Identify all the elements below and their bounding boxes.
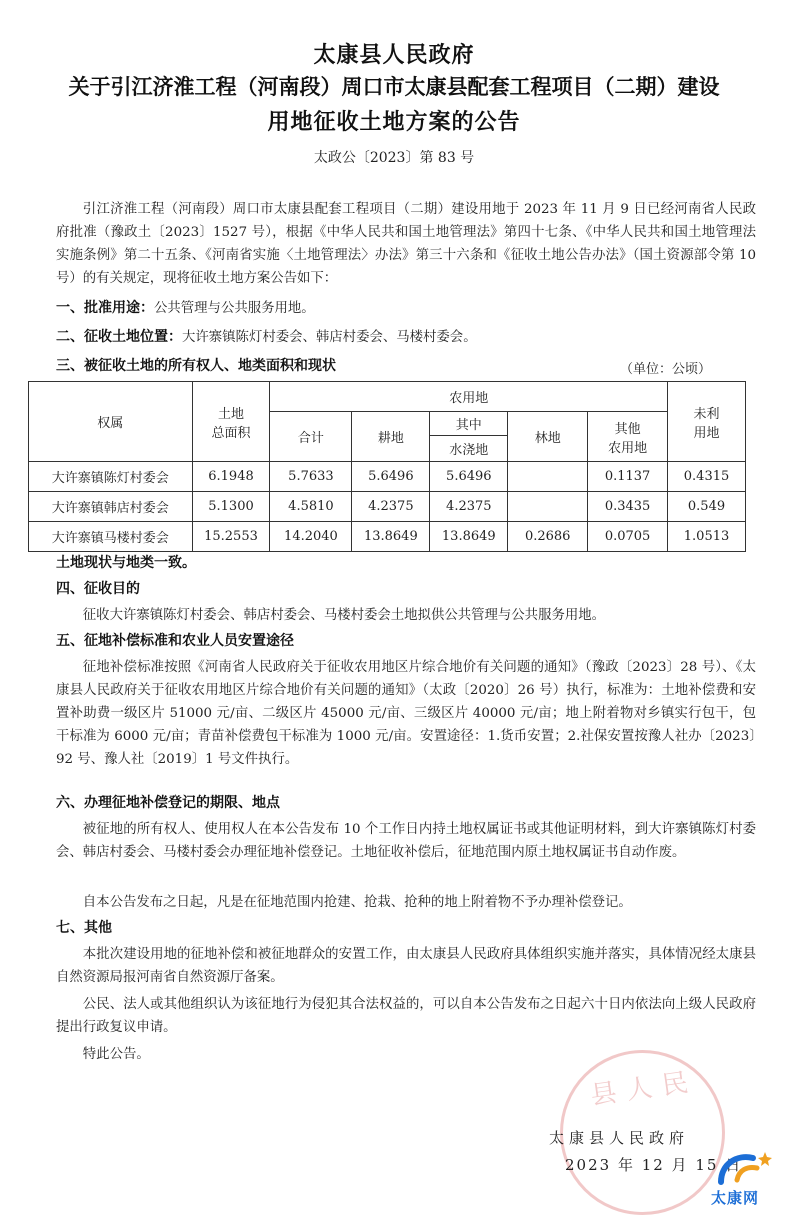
header-owner: 权属 — [29, 382, 193, 462]
closing-text: 特此公告。 — [82, 1047, 150, 1062]
land-table — [28, 381, 746, 552]
signature-date: 2023 年 12 月 15 日 — [565, 1156, 743, 1174]
header-irrigated: 水浇地 — [430, 436, 508, 462]
section-3 — [56, 355, 336, 378]
site-logo-text: 太康网 — [711, 1189, 760, 1207]
table-unit: （单位：公顷） — [620, 362, 712, 377]
section-2 — [56, 326, 477, 349]
header-of-which: 其中 — [430, 412, 508, 436]
section-5-text: 征地补偿标准按照《河南省人民政府关于征收农用地区片综合地价有关问题的通知》（豫政〔2023〕28 号）、《太康县人民政府关于征收农用地区片综合地价有关问题的通知》（太政〔2020〕26 号）执行，标准为：土地补偿费和安置补助费一级区片 51000 元/亩、二级区片 45000 元/亩、三级区片 40000 元/亩；地上附着物对乡镇实行包干，包干标准为 6000 元/亩；青苗补偿费包干标准为 1000 元/亩。安置途径：1.货币安置；2.社保安置按豫人社办〔2023〕92 号、豫人社〔2019〕1 号文件执行。 — [56, 660, 756, 767]
section-4-heading: 四、征收目的 — [56, 581, 140, 597]
table-row: 大许寨镇韩店村委会 5.1300 4.5810 4.2375 4.2375 0.3435 0.549 — [29, 492, 746, 522]
section-7-heading: 七、其他 — [56, 920, 112, 936]
announcement-title-line2: 用地征收土地方案的公告 — [267, 110, 521, 135]
document-number: 太政公〔2023〕第 83 号 — [313, 150, 475, 166]
signature-org: 太康县人民政府 — [549, 1129, 690, 1147]
section-4-text: 征收大许寨镇陈灯村委会、韩店村委会、马楼村委会土地拟供公共管理与公共服务用地。 — [82, 608, 606, 623]
header-agricultural: 农用地 — [270, 382, 668, 412]
intro-paragraph: 引江济淮工程（河南段）周口市太康县配套工程项目（二期）建设用地于 2023 年 11 月 9 日已经河南省人民政府批准（豫政土〔2023〕1527 号），根据《中华人民共和国土地管理法》第四十七条、《中华人民共和国土地管理法实施条例》第二十五条、《河南省实施〈土地管理法〉办法》第三十六条和《征收土地公告办法》（国土资源部令第 10 号）的有关规定，现将征收土地方案公告如下： — [56, 202, 756, 286]
section-7-text2: 公民、法人或其他组织认为该征地行为侵犯其合法权益的，可以自本公告发布之日起六十日内依法向上级人民政府提出行政复议申请。 — [56, 997, 756, 1035]
section-6-text1: 被征地的所有权人、使用权人在本公告发布 10 个工作日内持土地权属证书或其他证明材料，到大许寨镇陈灯村委会、韩店村委会、马楼村委会办理征地补偿登记。土地征收补偿后，征地范围内原土地权属证书自动作废。 — [56, 822, 756, 860]
section-1-heading: 一、批准用途： — [56, 300, 154, 316]
header-other-agri: 其他 农用地 — [588, 412, 668, 462]
section-1 — [56, 297, 315, 320]
seal-text: 县人民 — [588, 1066, 700, 1112]
header-arable: 耕地 — [352, 412, 430, 462]
header-total: 土地 总面积 — [192, 382, 270, 462]
section-6-heading: 六、办理征地补偿登记的期限、地点 — [56, 795, 280, 811]
table-row: 大许寨镇陈灯村委会 6.1948 5.7633 5.6496 5.6496 0.1137 0.4315 — [29, 462, 746, 492]
section-7-text1: 本批次建设用地的征地补偿和被征地群众的安置工作，由太康县人民政府具体组织实施并落实，具体情况经太康县自然资源局报河南省自然资源厅备案。 — [56, 947, 756, 985]
section-6-text2: 自本公告发布之日起，凡是在征地范围内抢建、抢栽、抢种的地上附着物不予办理补偿登记。 — [82, 895, 632, 910]
table-row: 大许寨镇马楼村委会 15.2553 14.2040 13.8649 13.8649 0.2686 0.0705 1.0513 — [29, 522, 746, 552]
section-1-text: 公共管理与公共服务用地。 — [154, 301, 315, 316]
announcement-title-line1: 关于引江济淮工程（河南段）周口市太康县配套工程项目（二期）建设 — [68, 75, 720, 99]
status-note: 土地现状与地类一致。 — [56, 555, 196, 571]
header-unused: 未利 用地 — [668, 382, 746, 462]
section-2-text: 大许寨镇陈灯村委会、韩店村委会、马楼村委会。 — [182, 330, 477, 345]
section-5-heading: 五、征地补偿标准和农业人员安置途径 — [56, 633, 294, 649]
section-2-heading: 二、征收土地位置： — [56, 329, 182, 345]
header-forest: 林地 — [508, 412, 588, 462]
issuer-title: 太康县人民政府 — [313, 43, 475, 68]
header-sum: 合计 — [270, 412, 352, 462]
section-3-heading: 三、被征收土地的所有权人、地类面积和现状 — [56, 358, 336, 374]
